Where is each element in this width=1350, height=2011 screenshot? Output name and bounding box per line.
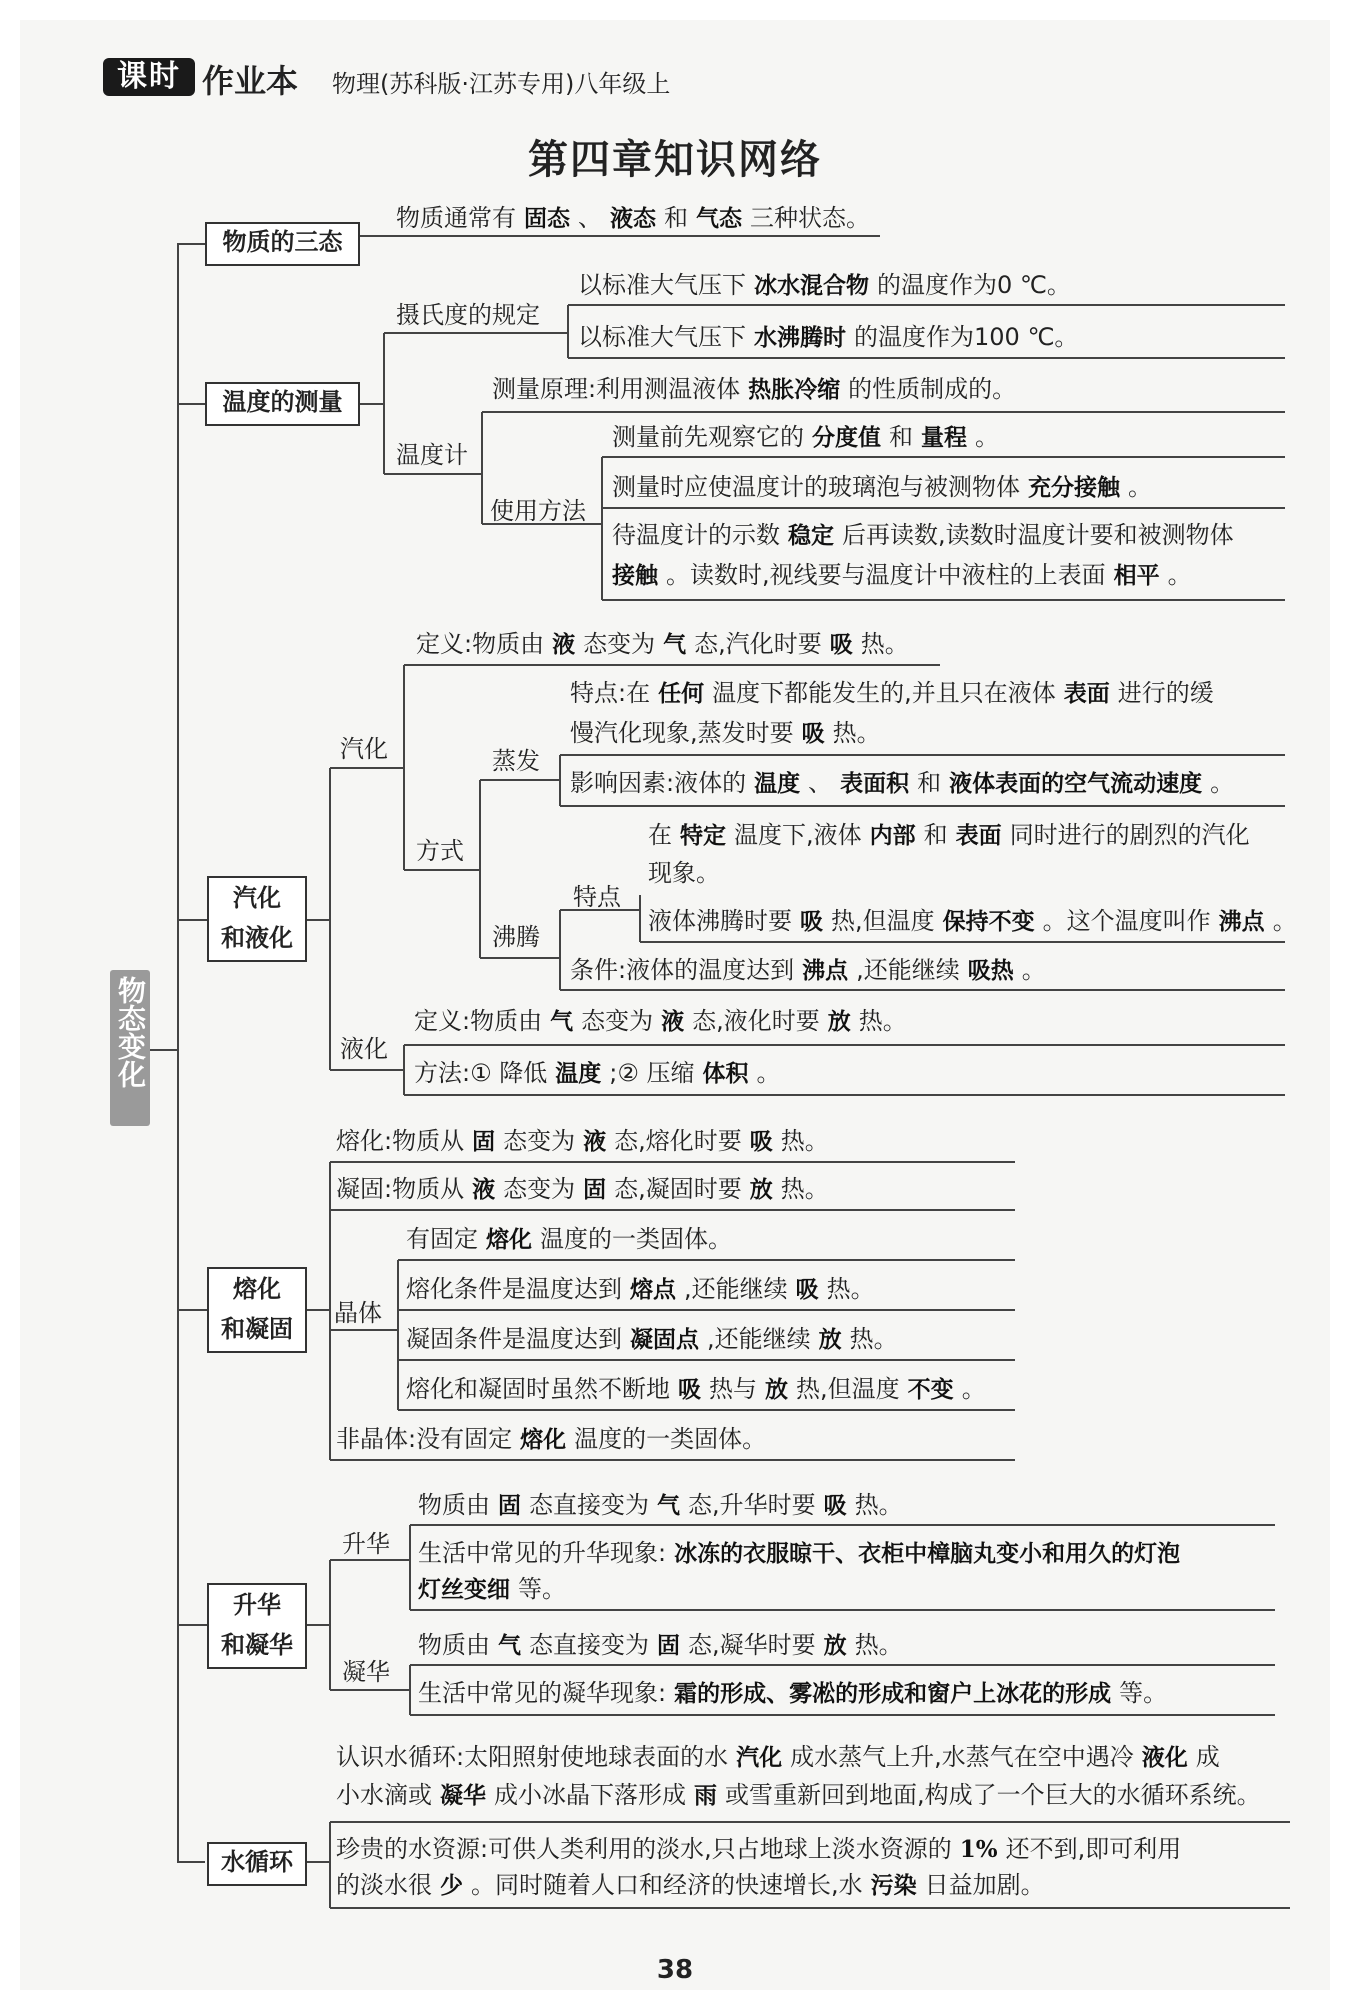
handwritten-answer: 充分接触 (1020, 474, 1129, 501)
handwritten-answer: 放 (810, 1326, 850, 1353)
box-melting (207, 1267, 307, 1353)
text-line (336, 1832, 1181, 1867)
printed-text: 生活中常见的凝华现象: (418, 1679, 667, 1707)
label-boiling: 沸腾 (492, 923, 540, 951)
printed-text: 热。 (849, 1325, 898, 1353)
handwritten-answer: 霜的形成、雾凇的形成和窗户上冰花的形成 (666, 1680, 1120, 1707)
printed-text: 热,但温度 (831, 907, 935, 935)
box-water-cycle: 水循环 (207, 1842, 307, 1886)
printed-text: 。这个温度叫作 (1042, 907, 1211, 935)
handwritten-answer: 吸 (670, 1376, 710, 1403)
label-evaporation: 蒸发 (492, 747, 540, 775)
printed-text: 态,凝固时要 (614, 1175, 742, 1203)
printed-text: 物质由 (418, 1631, 490, 1659)
printed-text: 日益加剧。 (924, 1871, 1045, 1899)
printed-text: 态,汽化时要 (694, 630, 822, 658)
printed-text: 热。 (860, 630, 909, 658)
label-deposit: 凝华 (342, 1658, 390, 1686)
handwritten-answer: 气 (655, 631, 695, 658)
printed-text: 热。 (854, 1631, 903, 1659)
handwritten-answer: 液 (544, 631, 584, 658)
label-crystal: 晶体 (334, 1299, 382, 1327)
text-line (406, 1322, 898, 1357)
handwritten-answer: 温度 (547, 1060, 610, 1087)
label-liquefy: 液化 (340, 1035, 388, 1063)
printed-text: 熔化条件是温度达到 (406, 1275, 622, 1303)
printed-text: 有固定 (406, 1225, 478, 1253)
printed-text: 。 (1021, 956, 1046, 984)
handwritten-answer: 固 (464, 1128, 504, 1155)
printed-text: 液体沸腾时要 (648, 907, 792, 935)
printed-text: 凝固条件是温度达到 (406, 1325, 622, 1353)
printed-text: 等。 (518, 1575, 567, 1603)
printed-text: ,还能继续 (684, 1275, 788, 1303)
printed-text: 同时进行的剧烈的汽化 (1009, 821, 1250, 849)
text-line (406, 1222, 732, 1257)
handwritten-answer: 吸 (741, 1128, 781, 1155)
box-sublimation-l2: 和凝华 (221, 1631, 293, 1659)
handwritten-answer: 特定 (672, 822, 735, 849)
text-line (416, 627, 909, 662)
printed-text: 或雪重新回到地面,构成了一个巨大的水循环系统。 (725, 1781, 1261, 1809)
printed-text: 慢汽化现象,蒸发时要 (570, 719, 794, 747)
text-line (418, 1628, 903, 1663)
text-line (612, 470, 1152, 505)
handwritten-answer: 保持不变 (934, 908, 1043, 935)
printed-text: 物质通常有 (396, 204, 516, 232)
handwritten-answer: 液态 (602, 205, 665, 232)
printed-text: 在 (648, 821, 672, 849)
label-boil-feature: 特点 (573, 883, 621, 911)
printed-text: ,还能继续 (856, 956, 960, 984)
text-line (612, 558, 1192, 593)
printed-text: 方法:① 降低 (414, 1059, 548, 1087)
handwritten-answer: 1% (951, 1836, 1006, 1863)
handwritten-answer: 气 (649, 1492, 689, 1519)
handwritten-answer: 液体表面的空气流动速度 (941, 770, 1211, 797)
side-label (110, 970, 150, 1126)
handwritten-answer: 液 (575, 1128, 615, 1155)
text-line (336, 1740, 1220, 1775)
handwritten-answer: 污染 (862, 1872, 925, 1899)
handwritten-answer: 冰冻的衣服晾干、衣柜中樟脑丸变小和用久的灯泡 (666, 1540, 1181, 1567)
printed-text: ;② 压缩 (609, 1059, 695, 1087)
handwritten-answer: 相平 (1105, 562, 1168, 589)
printed-text: 等。 (1119, 1679, 1168, 1707)
text-line (648, 856, 720, 890)
printed-text: 态变为 (503, 1175, 576, 1203)
handwritten-answer: 放 (819, 1008, 859, 1035)
handwritten-answer: 吸 (792, 908, 832, 935)
printed-text: 态直接变为 (529, 1631, 650, 1659)
handwritten-answer: 分度值 (804, 424, 890, 451)
side-label-text: 物态变化 (114, 976, 147, 1088)
printed-text: 的温度作为0 ℃。 (877, 271, 1071, 299)
printed-text: 熔化:物质从 (336, 1127, 465, 1155)
printed-text: 热。 (826, 1275, 875, 1303)
text-line (396, 201, 870, 236)
printed-text: 以标准大气压下 (578, 271, 746, 299)
handwritten-answer: 固 (575, 1176, 615, 1203)
printed-text: 热与 (709, 1375, 758, 1403)
printed-text: 热。 (858, 1007, 907, 1035)
printed-text: 和 (889, 423, 914, 451)
printed-text: 生活中常见的升华现象: (418, 1539, 667, 1567)
text-line (414, 1056, 781, 1091)
text-line (648, 818, 1250, 853)
printed-text: 温度的一类固体。 (574, 1425, 767, 1453)
label-usage: 使用方法 (490, 497, 586, 525)
printed-text: 温度下都能发生的,并且只在液体 (712, 679, 1056, 707)
printed-text: 热。 (832, 719, 881, 747)
handwritten-answer: 热胀冷缩 (740, 376, 849, 403)
label-sublimate: 升华 (342, 1530, 390, 1558)
text-line (612, 420, 999, 455)
text-line (406, 1372, 986, 1407)
text-line (418, 1572, 566, 1607)
printed-text: 、 (808, 769, 833, 797)
printed-text: 态,凝华时要 (688, 1631, 816, 1659)
handwritten-answer: 放 (757, 1376, 797, 1403)
handwritten-answer: 水沸腾时 (746, 324, 855, 351)
printed-text: 测量前先观察它的 (612, 423, 804, 451)
text-line (336, 1422, 766, 1457)
handwritten-answer: 不变 (899, 1376, 962, 1403)
text-line (570, 676, 1214, 711)
printed-text: 小水滴或 (336, 1781, 432, 1809)
printed-text: 成 (1195, 1743, 1220, 1771)
printed-text: 热。 (780, 1127, 829, 1155)
printed-text: 熔化和凝固时虽然不断地 (406, 1375, 670, 1403)
page-title: 第四章知识网络 (528, 136, 822, 183)
printed-text: 。读数时,视线要与温度计中液柱的上表面 (666, 561, 1106, 589)
box-three-states: 物质的三态 (205, 222, 360, 266)
printed-text: 的性质制成的。 (848, 375, 1017, 403)
handwritten-answer: 表面 (947, 822, 1010, 849)
printed-text: 态,升华时要 (688, 1491, 816, 1519)
handwritten-answer: 吸 (821, 631, 861, 658)
printed-text: 。 (1210, 769, 1235, 797)
printed-text: 特点:在 (570, 679, 651, 707)
handwritten-answer: 熔点 (622, 1276, 685, 1303)
printed-text: 热。 (854, 1491, 903, 1519)
printed-text: 温度的一类固体。 (540, 1225, 733, 1253)
text-line (648, 904, 1297, 939)
handwritten-answer: 内部 (861, 822, 924, 849)
text-line (336, 1778, 1261, 1813)
printed-text: 态,液化时要 (692, 1007, 820, 1035)
printed-text: 。 (975, 423, 1000, 451)
handwritten-answer: 表面积 (832, 770, 918, 797)
handwritten-answer: 少 (432, 1872, 472, 1899)
text-line (406, 1272, 875, 1307)
handwritten-answer: 汽化 (728, 1744, 791, 1771)
handwritten-answer: 液 (653, 1008, 693, 1035)
handwritten-answer: 气 (542, 1008, 582, 1035)
handwritten-answer: 表面 (1055, 680, 1118, 707)
handwritten-answer: 吸 (787, 1276, 827, 1303)
printed-text: 凝固:物质从 (336, 1175, 465, 1203)
text-line (570, 716, 881, 751)
printed-text: 以标准大气压下 (578, 323, 746, 351)
box-vaporization-l1: 汽化 (233, 884, 281, 912)
handwritten-answer: 固态 (516, 205, 579, 232)
printed-text: 物质由 (418, 1491, 490, 1519)
subject-line: 物理(苏科版·江苏专用)八年级上 (332, 70, 671, 98)
label-vaporize: 汽化 (340, 735, 388, 763)
text-line (336, 1868, 1045, 1903)
label-celsius: 摄氏度的规定 (396, 301, 540, 329)
printed-text: 态直接变为 (529, 1491, 650, 1519)
handwritten-answer: 沸点 (794, 957, 857, 984)
printed-text: 三种状态。 (750, 204, 871, 232)
handwritten-answer: 接触 (612, 562, 667, 589)
text-line (570, 766, 1234, 801)
text-line (336, 1172, 829, 1207)
handwritten-answer: 熔化 (478, 1226, 541, 1253)
printed-text: 热,但温度 (796, 1375, 900, 1403)
printed-text: 影响因素:液体的 (570, 769, 747, 797)
printed-text: 热。 (780, 1175, 829, 1203)
handwritten-answer: 冰水混合物 (746, 272, 878, 299)
handwritten-answer: 吸 (793, 720, 833, 747)
handwritten-answer: 气态 (688, 205, 751, 232)
printed-text: 温度下,液体 (734, 821, 862, 849)
printed-text: 成水蒸气上升,水蒸气在空中遇冷 (790, 1743, 1134, 1771)
printed-text: 进行的缓 (1117, 679, 1214, 707)
printed-text: 成小冰晶下落形成 (494, 1781, 687, 1809)
handwritten-answer: 沸点 (1210, 908, 1273, 935)
printed-text: 态变为 (583, 630, 656, 658)
printed-text: 测量时应使温度计的玻璃泡与被测物体 (612, 473, 1020, 501)
printed-text: 定义:物质由 (414, 1007, 543, 1035)
printed-text: 待温度计的示数 (612, 521, 780, 549)
printed-text: 和 (664, 204, 689, 232)
printed-text: 非晶体:没有固定 (336, 1425, 513, 1453)
brand-logo: 课时 (103, 58, 195, 96)
printed-text: 。 (961, 1375, 986, 1403)
handwritten-answer: 灯丝变细 (418, 1576, 519, 1603)
handwritten-answer: 固 (649, 1632, 689, 1659)
printed-text: 的温度作为100 ℃。 (854, 323, 1079, 351)
handwritten-answer: 雨 (686, 1782, 726, 1809)
handwritten-answer: 体积 (694, 1060, 757, 1087)
text-line (578, 320, 1078, 355)
text-line (418, 1536, 1180, 1571)
label-thermometer: 温度计 (396, 441, 468, 469)
printed-text: 后再读数,读数时温度计要和被测物体 (842, 521, 1234, 549)
printed-text: 珍贵的水资源:可供人类利用的淡水,只占地球上淡水资源的 (336, 1835, 952, 1863)
printed-text: 定义:物质由 (416, 630, 545, 658)
text-line (492, 372, 1016, 407)
printed-text: 。 (756, 1059, 781, 1087)
handwritten-answer: 放 (815, 1632, 855, 1659)
text-line (578, 268, 1071, 303)
printed-text: 和 (923, 821, 948, 849)
handwritten-answer: 气 (490, 1632, 530, 1659)
handwritten-answer: 吸 (815, 1492, 855, 1519)
box-vaporization (207, 876, 307, 962)
printed-text: 、 (578, 204, 603, 232)
text-line (336, 1124, 829, 1159)
box-temperature: 温度的测量 (205, 382, 360, 426)
text-line (418, 1676, 1167, 1711)
printed-text: 的淡水很 (336, 1871, 432, 1899)
printed-text: 还不到,即可利用 (1005, 1835, 1182, 1863)
printed-text: 。 (1167, 561, 1192, 589)
label-way: 方式 (416, 837, 464, 865)
handwritten-answer: 任何 (650, 680, 713, 707)
printed-text: 。同时随着人口和经济的快速增长,水 (471, 1871, 863, 1899)
handwritten-answer: 凝华 (432, 1782, 495, 1809)
printed-text: 。 (1272, 907, 1297, 935)
handwritten-answer: 稳定 (780, 522, 843, 549)
printed-text: 态,熔化时要 (614, 1127, 742, 1155)
handwritten-answer: 固 (490, 1492, 530, 1519)
book-name: 作业本 (202, 62, 299, 100)
handwritten-answer: 吸热 (959, 957, 1022, 984)
printed-text: 态变为 (503, 1127, 576, 1155)
printed-text: 测量原理:利用测温液体 (492, 375, 741, 403)
box-melting-l1: 熔化 (233, 1275, 281, 1303)
page-number: 38 (656, 1955, 694, 1985)
printed-text: 。 (1128, 473, 1153, 501)
printed-text: 和 (917, 769, 942, 797)
printed-text: 条件:液体的温度达到 (570, 956, 795, 984)
printed-text: ,还能继续 (707, 1325, 811, 1353)
handwritten-answer: 液 (464, 1176, 504, 1203)
text-line (418, 1488, 903, 1523)
handwritten-answer: 放 (741, 1176, 781, 1203)
box-vaporization-l2: 和液化 (221, 924, 293, 952)
box-melting-l2: 和凝固 (221, 1315, 293, 1343)
printed-text: 认识水循环:太阳照射使地球表面的水 (336, 1743, 729, 1771)
handwritten-answer: 液化 (1133, 1744, 1196, 1771)
handwritten-answer: 温度 (746, 770, 809, 797)
box-sublimation (207, 1583, 307, 1669)
box-sublimation-l1: 升华 (233, 1591, 281, 1619)
text-line (612, 518, 1234, 553)
handwritten-answer: 凝固点 (622, 1326, 708, 1353)
printed-text: 态变为 (581, 1007, 654, 1035)
text-line (570, 953, 1046, 988)
text-line (414, 1004, 907, 1039)
handwritten-answer: 量程 (913, 424, 976, 451)
printed-text: 现象。 (648, 859, 720, 887)
handwritten-answer: 熔化 (512, 1426, 575, 1453)
